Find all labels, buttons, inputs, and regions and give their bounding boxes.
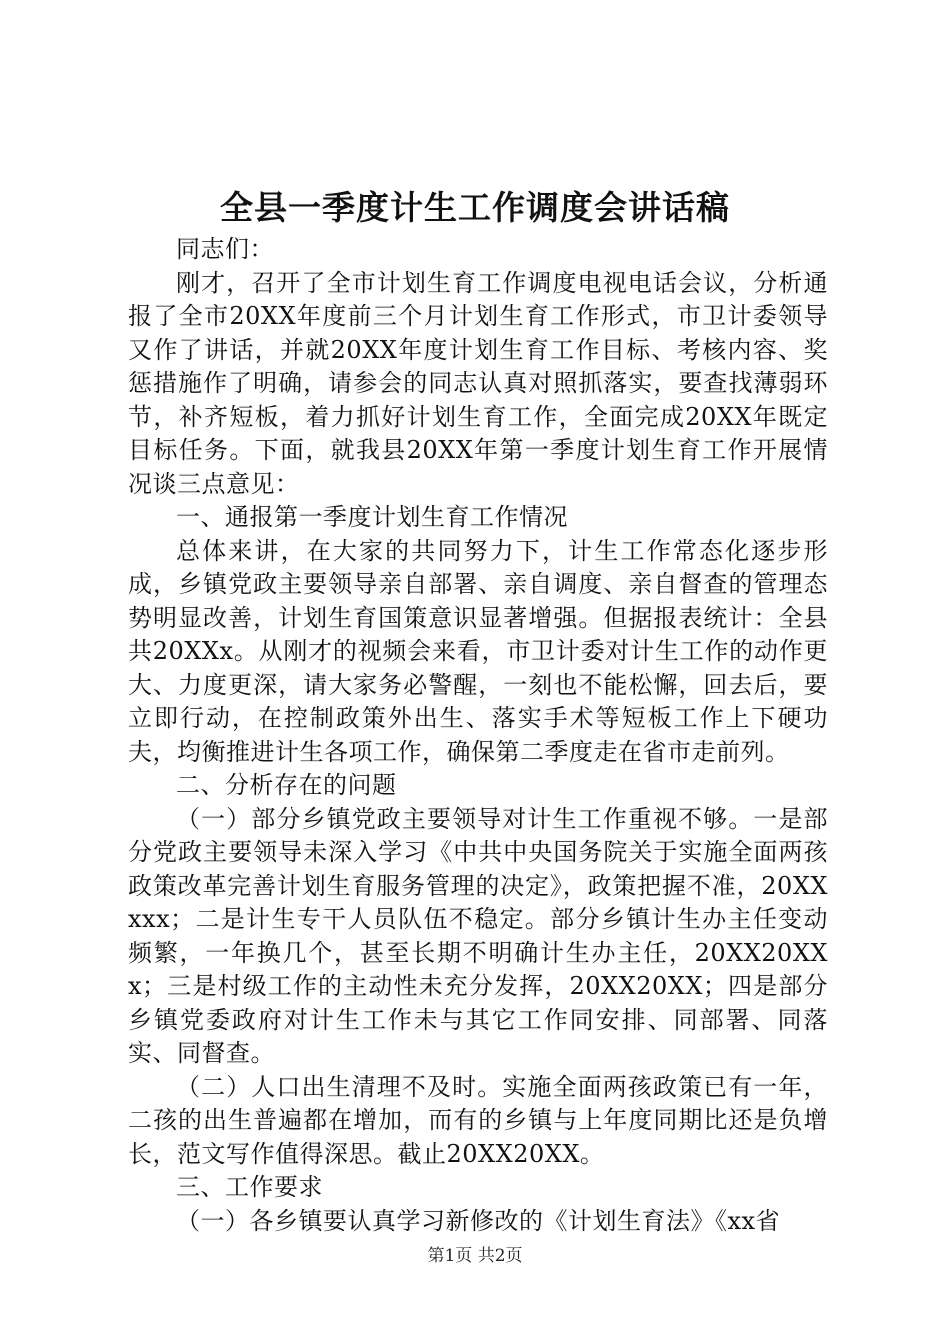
section-heading-3: 三、工作要求 [176, 1173, 323, 1201]
section-heading-1: 一、通报第一季度计划生育工作情况 [176, 503, 568, 531]
section-2-paragraph-1: （一）部分乡镇党政主要领导对计生工作重视不够。一是部分党政主要领导未深入学习《中共中央国务院关于实施全面两孩政策改革完善计划生育服务管理的决定》，政策把握不准，20XXxxx；二是计生专干人员队伍不稳定。部分乡镇计生办主任变动频繁，一年换几个，甚至长期不明确计生办主任，20XX20XXx；三是村级工作的主动性未充分发挥，20XX20XX；四是部分乡镇党委政府对计生工作未与其它工作同安排、同部署、同落实、同督查。 [128, 804, 828, 1067]
intro-paragraph: 刚才，召开了全市计划生育工作调度电视电话会议，分析通报了全市20XX年度前三个月计划生育工作形式，市卫计委领导又作了讲话，并就20XX年度计划生育工作目标、考核内容、奖惩措施作了明确，请参会的同志认真对照抓落实，要查找薄弱环节，补齐短板，着力抓好计划生育工作，全面完成20XX年既定目标任务。下面，就我县20XX年第一季度计划生育工作开展情况谈三点意见： [128, 268, 828, 498]
section-heading-2: 二、分析存在的问题 [176, 771, 397, 799]
salutation: 同志们： [176, 235, 274, 263]
page-number-footer: 第1页 共2页 [427, 1246, 523, 1266]
document-body [128, 233, 828, 1238]
section-3-paragraph-1: （一）各乡镇要认真学习新修改的《计划生育法》《xx省 [176, 1206, 781, 1235]
section-1-paragraph: 总体来讲，在大家的共同努力下，计生工作常态化逐步形成，乡镇党政主要领导亲自部署、亲自调度、亲自督查的管理态势明显改善，计划生育国策意识显著增强。但据报表统计：全县共20XXx。从刚才的视频会来看，市卫计委对计生工作的动作更大、力度更深，请大家务必警醒，一刻也不能松懈，回去后，要立即行动，在控制政策外出生、落实手术等短板工作上下硬功夫，均衡推进计生各项工作，确保第二季度走在省市走前列。 [128, 536, 828, 766]
document-title: 全县一季度计生工作调度会讲话稿 [220, 188, 730, 227]
section-2-paragraph-2: （二）人口出生清理不及时。实施全面两孩政策已有一年，二孩的出生普遍都在增加，而有的乡镇与上年度同期比还是负增长，范文写作值得深思。截止20XX20XX。 [128, 1072, 828, 1168]
